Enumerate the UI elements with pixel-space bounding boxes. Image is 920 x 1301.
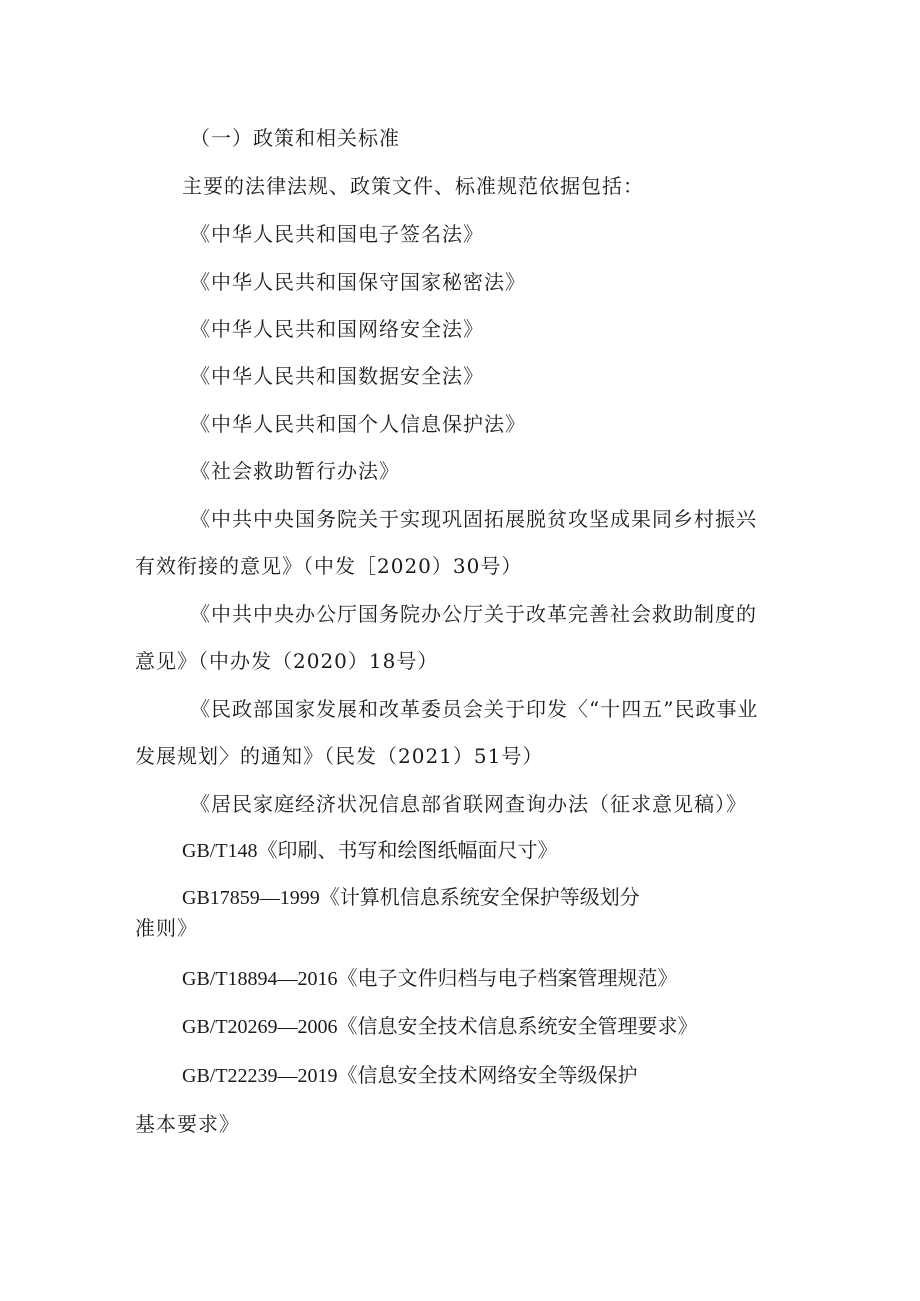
- law-item: 《中华人民共和国电子签名法》: [190, 222, 484, 246]
- policy-item-line2: 有效衔接的意见》（中发［2020）30号）: [135, 554, 523, 578]
- policy-item-line1: 《中共中央国务院关于实现巩固拓展脱贫攻坚成果同乡村振兴: [190, 507, 757, 531]
- policy-item-line1: 《民政部国家发展和改革委员会关于印发〈“十四五”民政事业: [190, 697, 759, 721]
- standard-item-line2: 基本要求》: [135, 1112, 240, 1136]
- law-item: 《社会救助暂行办法》: [190, 459, 400, 483]
- standard-item: GB/T18894—2016《电子文件归档与电子档案管理规范》: [182, 968, 678, 990]
- section-heading: （一）政策和相关标准: [190, 126, 400, 150]
- law-item: 《中华人民共和国个人信息保护法》: [190, 412, 526, 436]
- standard-item: GB/T20269—2006《信息安全技术信息系统安全管理要求》: [182, 1016, 698, 1038]
- standard-item-line1: GB17859—1999《计算机信息系统安全保护等级划分: [182, 887, 640, 909]
- trial-measure-item: 《居民家庭经济状况信息部省联网查询办法（征求意见稿）》: [190, 792, 747, 816]
- law-item: 《中华人民共和国数据安全法》: [190, 364, 484, 388]
- policy-item-line2: 意见》（中办发（2020）18号）: [135, 649, 439, 673]
- standard-item: GB/T148《印刷、书写和绘图纸幅面尺寸》: [182, 840, 558, 862]
- policy-item-line2: 发展规划〉的通知》（民发（2021）51号）: [135, 744, 544, 768]
- standard-item-line1: GB/T22239—2019《信息安全技术网络安全等级保护: [182, 1065, 638, 1087]
- standard-item-line2: 准则》: [135, 916, 198, 940]
- intro-paragraph: 主要的法律法规、政策文件、标准规范依据包括：: [182, 174, 644, 198]
- law-item: 《中华人民共和国保守国家秘密法》: [190, 270, 526, 294]
- policy-item-line1: 《中共中央办公厅国务院办公厅关于改革完善社会救助制度的: [190, 602, 757, 626]
- law-item: 《中华人民共和国网络安全法》: [190, 317, 484, 341]
